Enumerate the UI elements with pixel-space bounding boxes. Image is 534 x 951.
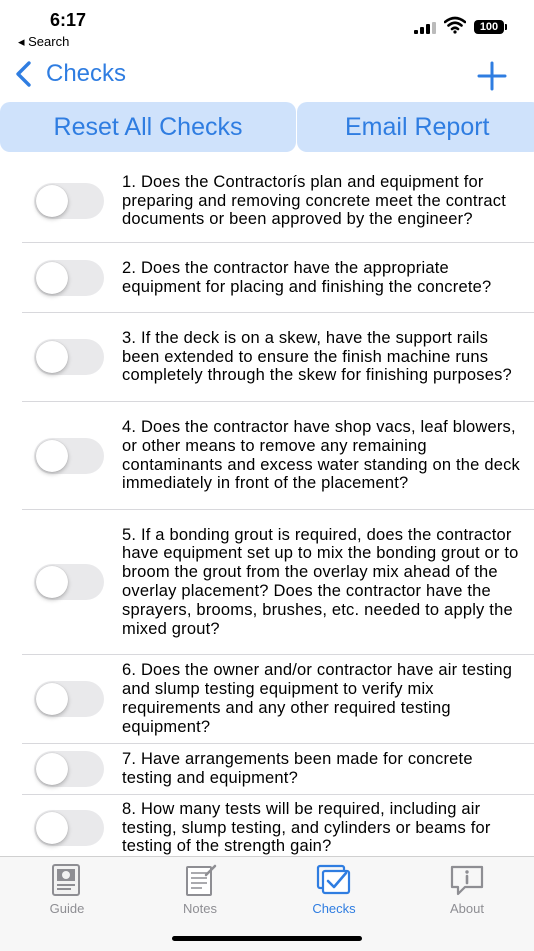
toggle-knob	[36, 753, 68, 785]
battery-icon: 100	[474, 20, 504, 34]
tab-checks[interactable]	[279, 863, 389, 916]
check-question: 5. If a bonding grout is required, does the contractor have equipment set up to mix the bonding grout or to broom the grout from the overlay mix ahead of the overlay placement? Does the contractor have the sprayers, brooms, brushes, etc. needed to apply the mixed grout?	[122, 525, 519, 638]
check-toggle[interactable]	[34, 183, 104, 219]
toggle-knob	[36, 262, 68, 294]
check-row	[0, 744, 534, 794]
check-question: 7. Have arrangements been made for concrete testing and equipment?	[122, 750, 473, 787]
tab-notes[interactable]	[145, 863, 255, 916]
notes-icon	[182, 863, 218, 897]
reset-all-checks-button[interactable]: Reset All Checks	[0, 102, 296, 152]
check-toggle[interactable]	[34, 810, 104, 846]
check-row	[0, 655, 534, 743]
check-toggle[interactable]	[34, 260, 104, 296]
toggle-knob	[36, 185, 68, 217]
check-toggle[interactable]	[34, 564, 104, 600]
tab-about[interactable]	[412, 863, 522, 916]
check-question: 6. Does the owner and/or contractor have air testing and slump testing equipment to verify mix requirements and any other required testing equipment?	[122, 661, 513, 736]
tab-label: Guide	[49, 901, 85, 916]
check-row	[0, 510, 534, 654]
status-time: 6:17	[50, 10, 87, 30]
toggle-knob	[36, 683, 68, 715]
email-report-button[interactable]: Email Report	[297, 102, 534, 152]
toggle-knob	[36, 566, 68, 598]
back-to-app-link[interactable]: ◂ Search	[18, 34, 70, 49]
back-button[interactable]	[12, 60, 126, 88]
check-question: 1. Does the Contractorís plan and equipment for preparing and removing concrete meet the contract documents or been approved by the engineer?	[122, 172, 507, 229]
check-question: 8. How many tests will be required, including air testing, slump testing, and cylinders or beams for testing of the strength gain?	[122, 799, 491, 856]
wifi-icon	[444, 16, 466, 34]
navigation-bar	[0, 54, 534, 100]
tab-guide[interactable]	[12, 863, 122, 916]
check-row	[0, 160, 534, 242]
tab-label: Notes	[183, 901, 217, 916]
check-row	[0, 313, 534, 401]
check-row	[0, 402, 534, 509]
check-question: 4. Does the contractor have shop vacs, leaf blowers, or other means to remove any remaining contaminants and excess water standing on the deck immediately in front of the placement?	[122, 417, 520, 493]
check-row	[0, 243, 534, 312]
back-button-label: Checks	[46, 60, 127, 87]
home-indicator	[172, 936, 362, 941]
checks-icon	[316, 863, 352, 897]
toggle-knob	[36, 812, 68, 844]
about-icon	[449, 863, 485, 897]
toggle-knob	[36, 440, 68, 472]
tab-label: Checks	[312, 901, 356, 916]
status-bar	[0, 0, 534, 54]
checks-list[interactable]	[0, 160, 534, 856]
chevron-left-icon	[12, 60, 34, 88]
check-toggle[interactable]	[34, 681, 104, 717]
signal-icon	[414, 22, 436, 34]
check-row	[0, 795, 534, 856]
toggle-knob	[36, 341, 68, 373]
guide-icon	[49, 863, 85, 897]
check-question: 3. If the deck is on a skew, have the support rails been extended to ensure the finish machine runs completely through the skew for finishing purposes?	[122, 328, 512, 385]
plus-icon[interactable]	[476, 60, 508, 92]
check-toggle[interactable]	[34, 751, 104, 787]
check-toggle[interactable]	[34, 339, 104, 375]
tab-label: About	[450, 901, 484, 916]
check-toggle[interactable]	[34, 438, 104, 474]
action-bar	[0, 102, 534, 152]
check-question: 2. Does the contractor have the appropriate equipment for placing and finishing the concrete?	[122, 258, 492, 296]
